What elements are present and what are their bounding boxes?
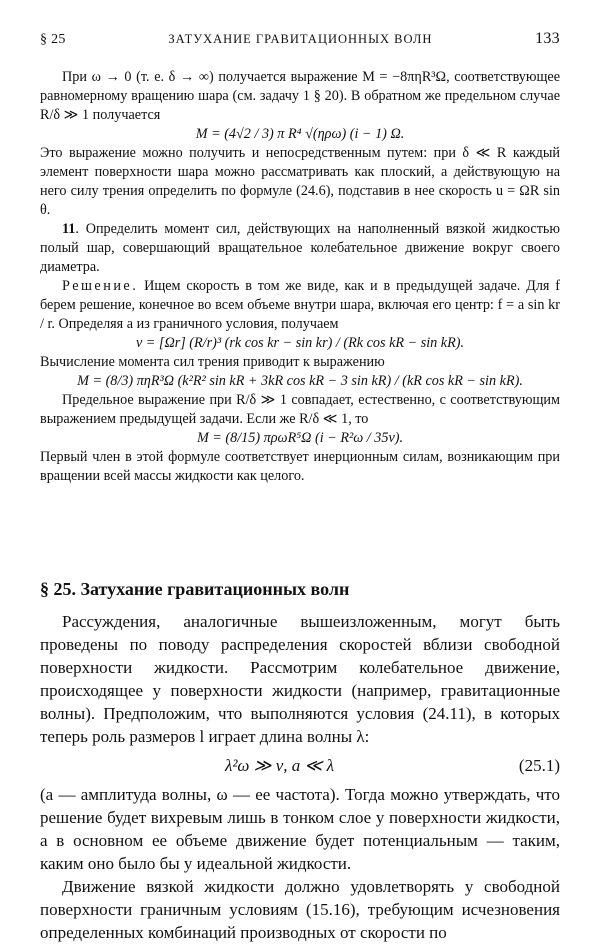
formula: v = [Ωr] (R/r)³ (rk cos kr − sin kr) / (Rk cos kR − sin kR). (135, 335, 465, 351)
problem-number: 11 (62, 221, 76, 237)
formula: M = (8/3) πηR³Ω (k²R² sin kR + 3kR cos kR − 3 sin kR) / (kR cos kR − sin kR). (77, 373, 523, 389)
solution-text: Ищем скорость в том же виде, как и в предыдущей задаче. Для f берем решение, конечное во всем объеме внутри шара, включая его центр: f = a sin kr / r. Определяя a из граничного условия, получаем (40, 278, 560, 332)
equation: λ²ω ≫ ν, a ≪ λ (224, 756, 334, 775)
page-number: 133 (535, 30, 560, 47)
problem-statement (40, 220, 560, 277)
paragraph: При ω → 0 (т. е. δ → ∞) получается выражение M = −8πηR³Ω, соответствующее равномерному вращению шара (см. задачу 1 § 20). В обратном же предельном случае R/δ ≫ 1 получается (40, 69, 560, 123)
previous-section-continuation (40, 68, 560, 486)
running-header (40, 30, 560, 48)
section-title: § 25. Затухание гравитационных волн (40, 579, 350, 599)
solution-label: Решение. (62, 278, 139, 294)
formula: M = (8/15) πρωR⁵Ω (i − R²ω / 35ν). (196, 430, 404, 446)
solution-paragraph (40, 277, 560, 334)
paragraph: (a — амплитуда волны, ω — ее частота). Тогда можно утверждать, что решение будет вихревым лишь в тонком слое у поверхности жидкости, а в основном ее объеме движение будет потенциальным — таким, каким оно было бы у идеальной жидкости. (40, 785, 560, 873)
section-body (40, 610, 560, 944)
paragraph: Предельное выражение при R/δ ≫ 1 совпадает, естественно, с соответствующим выражением предыдущей задачи. Если же R/δ ≪ 1, то (40, 392, 560, 427)
paragraph: Движение вязкой жидкости должно удовлетворять у свободной поверхности граничным условиям (15.16), требующим исчезновения определенных комбинаций производных от скорости по (40, 877, 560, 942)
paragraph: Первый член в этой формуле соответствует инерционным силам, возникающим при вращении всей массы жидкости как целого. (40, 449, 560, 484)
equation-row (40, 754, 560, 777)
paragraph: Это выражение можно получить и непосредственным путем: при δ ≪ R каждый элемент поверхности шара можно рассматривать как плоский, а действующую на него силу трения определить по формуле (24.6), подставив в нее скорость u = ΩR sin θ. (40, 145, 560, 218)
equation-number: (25.1) (518, 756, 560, 775)
paragraph: Вычисление момента сил трения приводит к выражению (40, 354, 385, 370)
problem-text: . Определить момент сил, действующих на наполненный вязкой жидкостью полый шар, совершающий вращательное колебательное движение вокруг своего диаметра. (40, 221, 560, 275)
paragraph: Рассуждения, аналогичные вышеизложенным, могут быть проведены по поводу распределения скоростей вблизи свободной поверхности жидкости. Рассмотрим колебательное движение, происходящее у поверхности жидкости (например, гравитационные волны). Предположим, что выполняются условия (24.11), в которых теперь роль размеров l играет длина волны λ: (40, 612, 560, 746)
header-title: ЗАТУХАНИЕ ГРАВИТАЦИОННЫХ ВОЛН (168, 32, 433, 46)
formula: M = (4√2 / 3) π R⁴ √(ηρω) (i − 1) Ω. (195, 126, 405, 142)
header-section: § 25 (40, 32, 66, 47)
